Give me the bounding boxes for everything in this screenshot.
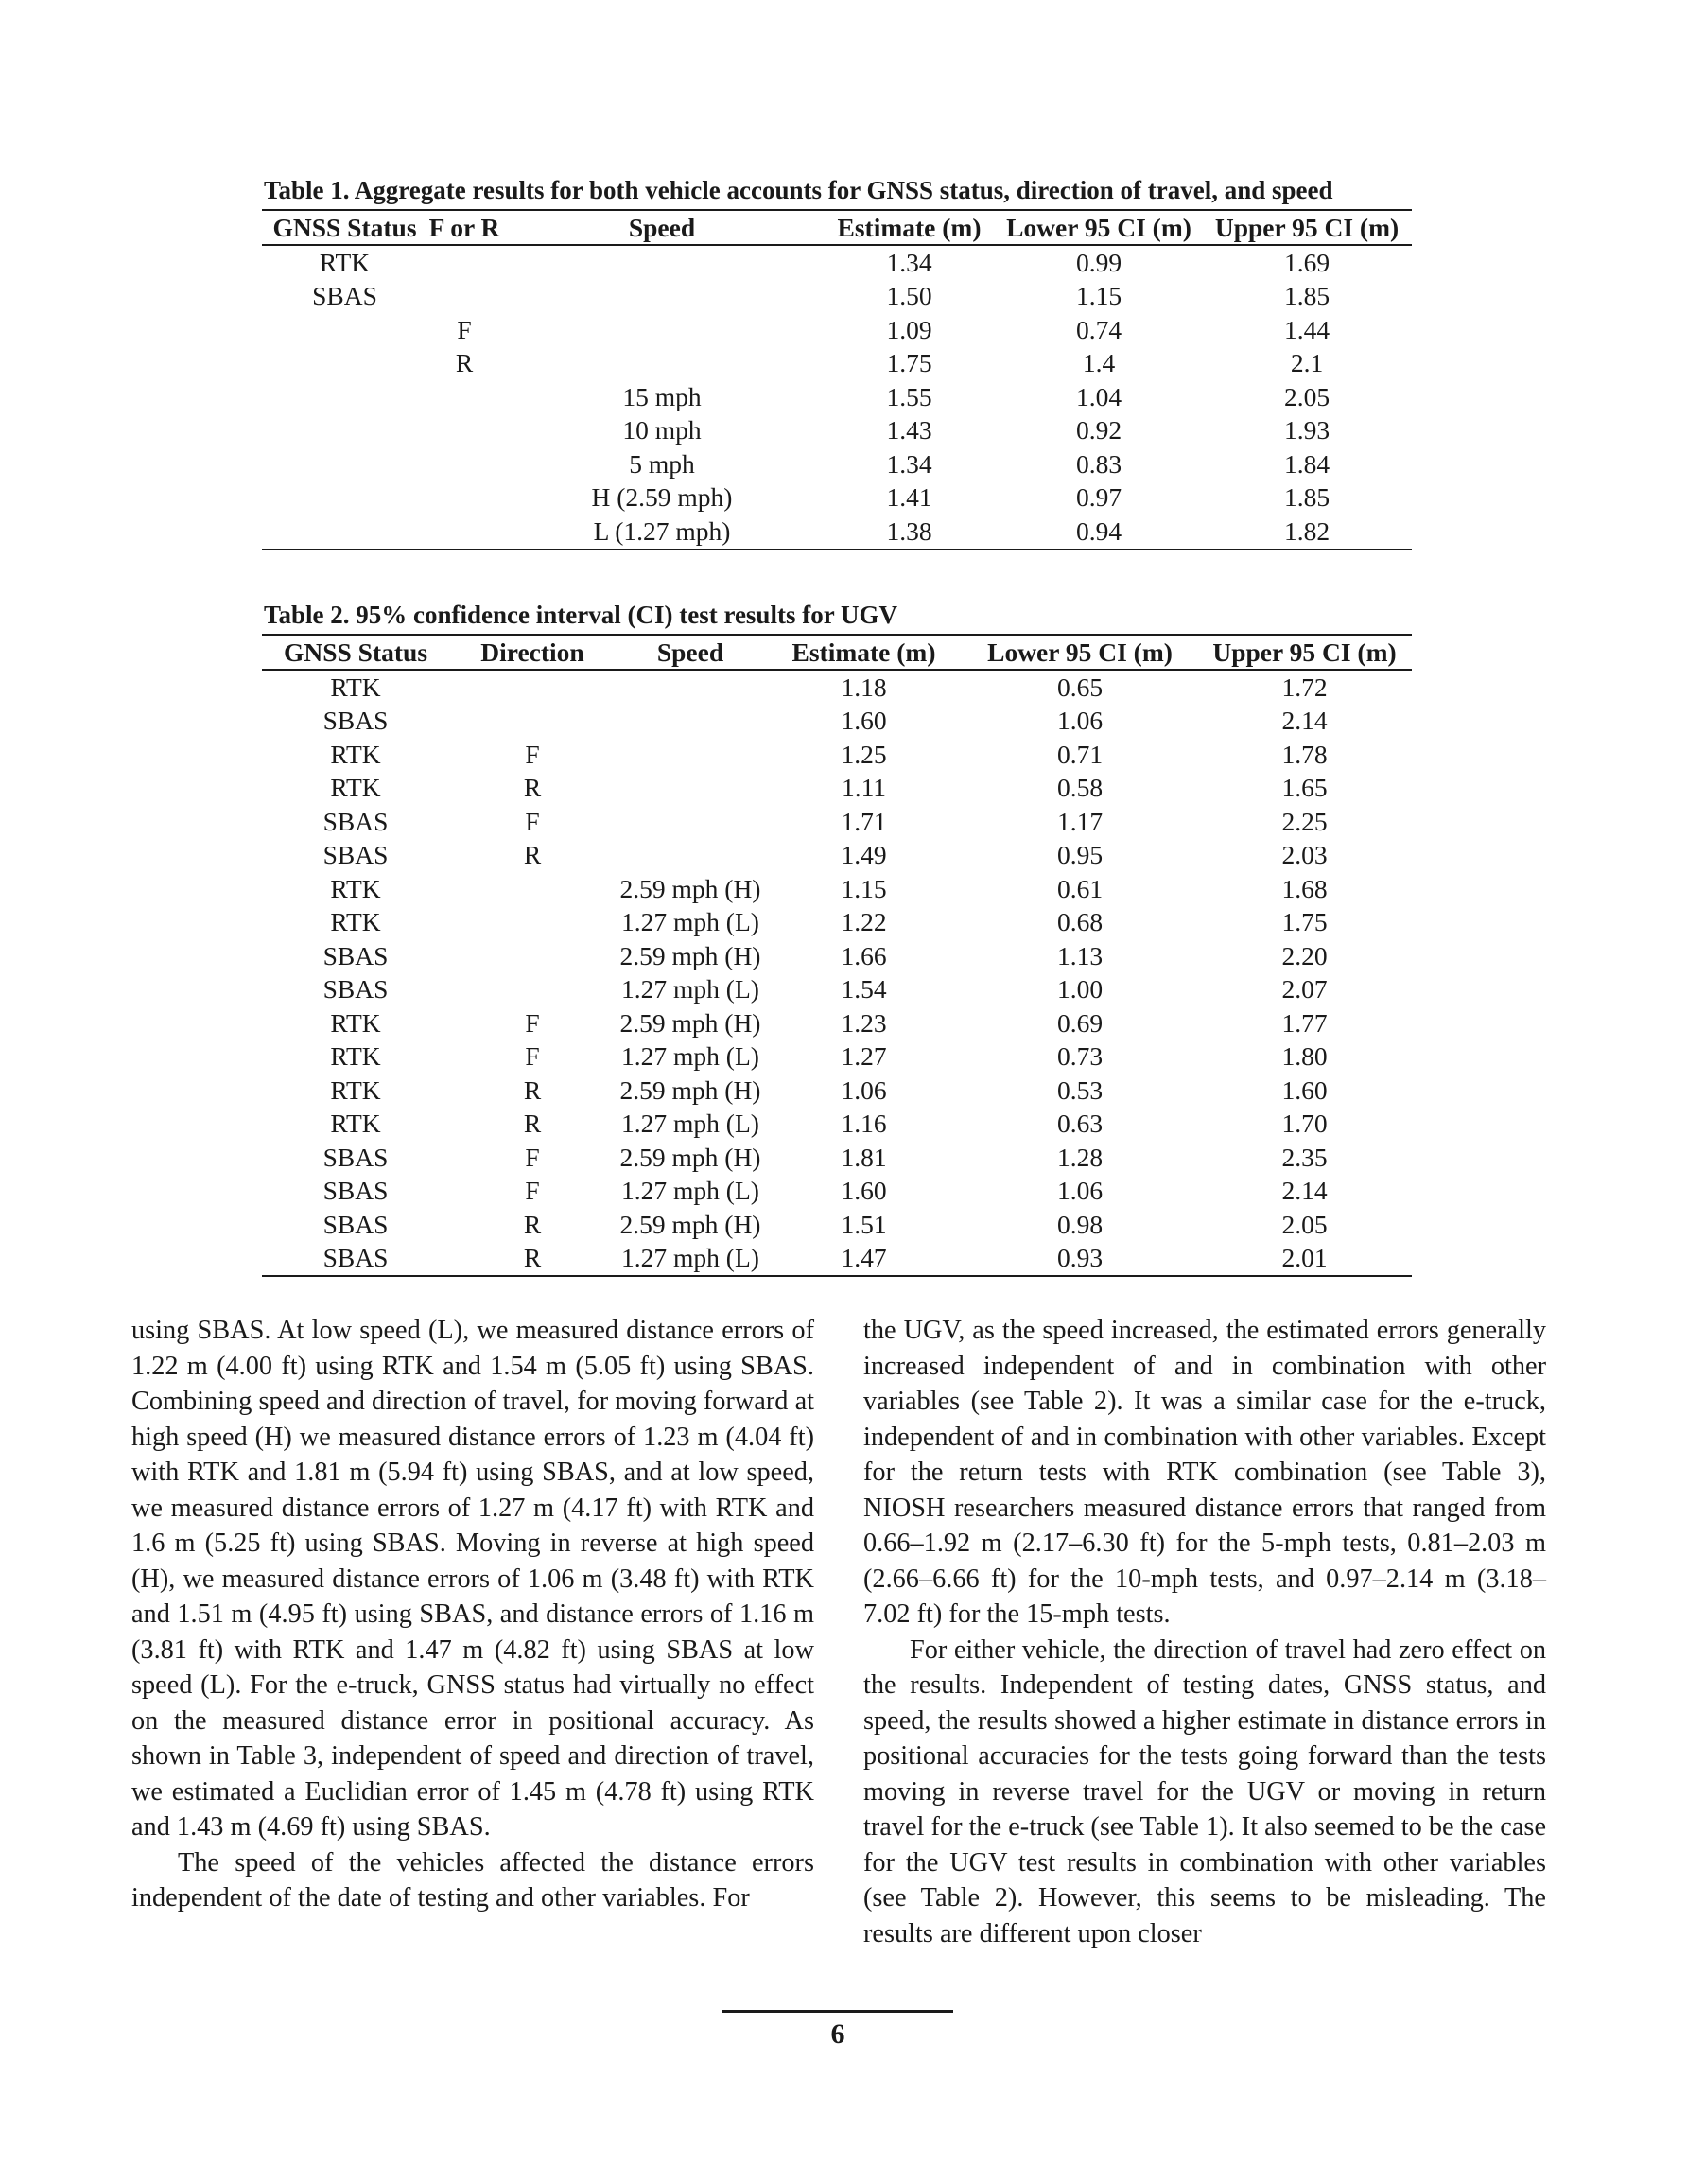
- table-cell: 1.71: [841, 806, 887, 836]
- table-row: [262, 447, 1412, 481]
- table1-header-row: [262, 210, 1412, 245]
- table-cell: [427, 414, 501, 448]
- table-cell: 1.27 mph (L): [621, 1176, 759, 1206]
- table-cell: 10 mph: [622, 415, 702, 446]
- table-cell: SBAS: [322, 1176, 389, 1206]
- table-row: [262, 280, 1412, 314]
- table-cell: SBAS: [322, 806, 389, 836]
- table-cell: 0.97: [1075, 482, 1122, 513]
- table-cell: RTK: [330, 873, 381, 903]
- table-cell: 2.05: [1283, 381, 1330, 411]
- column-header: Upper 95 CI (m): [1202, 210, 1412, 245]
- table-cell: 1.04: [1075, 381, 1122, 411]
- table-cell: 0.74: [1075, 314, 1122, 344]
- table-cell: 1.50: [886, 281, 932, 311]
- table-cell: 1.82: [1202, 515, 1412, 550]
- table-cell: RTK: [330, 672, 381, 702]
- table-cell: 1.70: [1281, 1109, 1328, 1139]
- table-cell: 2.07: [1281, 974, 1328, 1005]
- table-row: [262, 1242, 1412, 1277]
- table-cell: [262, 313, 427, 347]
- table-cell: 0.93: [963, 1242, 1197, 1277]
- table-cell: 1.77: [1281, 1007, 1328, 1038]
- table-cell: R: [523, 1075, 542, 1105]
- table2-caption: Table 2. 95% confidence interval (CI) test results for UGV: [264, 601, 897, 629]
- table-cell: R: [449, 1242, 616, 1277]
- column-header: F or R: [427, 210, 501, 245]
- table-row: [262, 738, 1412, 772]
- table-cell: R: [523, 1109, 542, 1139]
- table-cell: 2.14: [1281, 706, 1328, 736]
- table-cell: 1.47: [765, 1242, 963, 1277]
- table-cell: [449, 872, 616, 906]
- body-paragraph: using SBAS. At low speed (L), we measured distance errors of 1.22 m (4.00 ft) using RTK and 1.54 m (5.05 ft) using SBAS. Combining speed and direction of travel, for moving forward at high speed (H) we measured distance errors of 1.23 m (4.04 ft) with RTK and 1.81 m (5.94 ft) using SBAS, and at low speed, we measured distance errors of 1.27 m (4.17 ft) with RTK and 1.6 m (5.25 ft) using SBAS. Moving in reverse at high speed (H), we measured distance errors of 1.06 m (3.48 ft) with RTK and 1.51 m (4.95 ft) using SBAS, and distance errors of 1.16 m (3.81 ft) with RTK and 1.47 m (4.82 ft) using SBAS at low speed (L). For the e-truck, GNSS status had virtually no effect on the measured distance error in positional accuracy. As shown in Table 3, independent of speed and direction of travel, we estimated a Euclidian error of 1.45 m (4.78 ft) using RTK and 1.43 m (4.69 ft) using SBAS.: [131, 1316, 814, 1842]
- table-cell: RTK: [330, 907, 381, 937]
- table-cell: 0.53: [1056, 1075, 1104, 1105]
- left-column: [131, 1313, 814, 1916]
- column-header: Estimate (m): [765, 635, 963, 670]
- table-cell: 1.38: [823, 515, 996, 550]
- table-cell: 0.65: [1056, 672, 1104, 702]
- table-cell: [449, 670, 616, 705]
- table-cell: 1.13: [1056, 940, 1104, 970]
- table-row: [262, 1175, 1412, 1209]
- table-cell: F: [525, 1142, 540, 1172]
- table-cell: 1.69: [1283, 247, 1330, 277]
- table-cell: 1.15: [1075, 281, 1122, 311]
- table-cell: RTK: [330, 739, 381, 769]
- table-cell: [262, 347, 427, 381]
- table-cell: 1.27 mph (L): [616, 1242, 765, 1277]
- table-cell: 1.55: [886, 381, 932, 411]
- table-cell: [616, 772, 765, 806]
- table-cell: 1.49: [841, 840, 887, 870]
- footer-rule: [722, 2010, 953, 2013]
- table-cell: 1.27 mph (L): [621, 1109, 759, 1139]
- table-cell: 2.59 mph (H): [619, 1142, 761, 1172]
- table-cell: 1.75: [1281, 907, 1328, 937]
- table-cell: [427, 515, 501, 550]
- table-cell: [501, 280, 823, 314]
- table-row: [262, 1141, 1412, 1175]
- table-cell: 1.06: [841, 1075, 887, 1105]
- table-row: [262, 1208, 1412, 1242]
- table-cell: SBAS: [312, 281, 377, 311]
- table-cell: 1.80: [1281, 1041, 1328, 1072]
- column-header: Upper 95 CI (m): [1197, 635, 1412, 670]
- table1: [262, 209, 1412, 550]
- table-cell: [427, 280, 501, 314]
- table-cell: [427, 380, 501, 414]
- table-row: [262, 245, 1412, 280]
- table-cell: L (1.27 mph): [501, 515, 823, 550]
- table2: [262, 634, 1412, 1277]
- column-header: GNSS Status: [262, 635, 449, 670]
- column-header: Lower 95 CI (m): [996, 210, 1202, 245]
- table-cell: [449, 906, 616, 940]
- table-cell: H (2.59 mph): [591, 482, 733, 513]
- table-cell: 0.68: [1056, 907, 1104, 937]
- table-row: [262, 481, 1412, 515]
- table-cell: 0.95: [1056, 840, 1104, 870]
- table-cell: [501, 313, 823, 347]
- table-cell: 1.93: [1283, 415, 1330, 446]
- table-cell: [262, 380, 427, 414]
- table-row: [262, 670, 1412, 705]
- table-cell: 1.66: [841, 940, 887, 970]
- table-cell: 2.1: [1290, 348, 1324, 378]
- table-cell: [427, 245, 501, 280]
- table-cell: SBAS: [322, 974, 389, 1005]
- table-cell: [616, 805, 765, 839]
- table-cell: 1.34: [886, 247, 932, 277]
- table-cell: 1.85: [1283, 281, 1330, 311]
- table-cell: R: [523, 773, 542, 803]
- column-header: Lower 95 CI (m): [963, 635, 1197, 670]
- table-cell: F: [525, 1041, 540, 1072]
- table-cell: 2.59 mph (H): [619, 1007, 761, 1038]
- table-cell: 2.03: [1281, 840, 1328, 870]
- table-cell: 1.25: [841, 739, 887, 769]
- table-cell: 0.61: [1056, 873, 1104, 903]
- table-cell: RTK: [330, 1075, 381, 1105]
- table-cell: 1.41: [886, 482, 932, 513]
- table-cell: 1.06: [1056, 1176, 1104, 1206]
- table-cell: 0.71: [1056, 739, 1104, 769]
- table-cell: 1.27: [841, 1041, 887, 1072]
- table-row: [262, 705, 1412, 739]
- table-cell: [616, 839, 765, 873]
- column-header: Speed: [501, 210, 823, 245]
- table-cell: R: [523, 840, 542, 870]
- table-cell: 0.69: [1056, 1007, 1104, 1038]
- table-cell: 5 mph: [629, 448, 695, 479]
- table-cell: 2.14: [1281, 1176, 1328, 1206]
- table-cell: 15 mph: [622, 381, 702, 411]
- table-cell: [449, 705, 616, 739]
- table-cell: 1.65: [1281, 773, 1328, 803]
- table-cell: 1.85: [1283, 482, 1330, 513]
- table-cell: 1.27 mph (L): [621, 907, 759, 937]
- table-cell: 0.99: [1075, 247, 1122, 277]
- table-cell: [449, 939, 616, 973]
- table-cell: 1.84: [1283, 448, 1330, 479]
- table-cell: [262, 515, 427, 550]
- table-cell: 1.81: [841, 1142, 887, 1172]
- table-cell: [262, 414, 427, 448]
- table-cell: 1.22: [841, 907, 887, 937]
- table-cell: [262, 481, 427, 515]
- table-cell: 2.01: [1197, 1242, 1412, 1277]
- table-cell: 2.59 mph (H): [619, 873, 761, 903]
- table-cell: 1.60: [841, 706, 887, 736]
- table-row: [262, 772, 1412, 806]
- table-cell: RTK: [319, 247, 371, 277]
- page-number: 6: [830, 2018, 845, 2050]
- table-row: [262, 313, 1412, 347]
- table-cell: 2.05: [1281, 1209, 1328, 1239]
- table-cell: 1.00: [1056, 974, 1104, 1005]
- table-cell: 1.11: [841, 773, 887, 803]
- table-cell: 0.98: [1056, 1209, 1104, 1239]
- table-cell: 0.58: [1056, 773, 1104, 803]
- table-cell: 1.68: [1281, 873, 1328, 903]
- table-cell: 1.18: [841, 672, 887, 702]
- table-cell: 0.63: [1056, 1109, 1104, 1139]
- column-header: Estimate (m): [823, 210, 996, 245]
- table-cell: 2.20: [1281, 940, 1328, 970]
- table-cell: 1.17: [1056, 806, 1104, 836]
- table-cell: [501, 347, 823, 381]
- body-paragraph: For either vehicle, the direction of travel had zero effect on the results. Independent of testing dates, GNSS status, and speed, the results showed a higher estimate in distance errors in positional accuracies for the tests going forward than the tests moving in reverse travel for the UGV or moving in return travel for the e-truck (see Table 1). It also seemed to be the case for the UGV test results in combination with other variables (see Table 2). However, this seems to be misleading. The results are different upon closer: [863, 1634, 1546, 1948]
- table-cell: [262, 447, 427, 481]
- table-row: [262, 906, 1412, 940]
- table-cell: R: [455, 348, 474, 378]
- column-header: Speed: [616, 635, 765, 670]
- table-cell: SBAS: [262, 1242, 449, 1277]
- table-cell: SBAS: [322, 940, 389, 970]
- table-cell: SBAS: [322, 840, 389, 870]
- table-cell: [616, 705, 765, 739]
- table-cell: 0.83: [1075, 448, 1122, 479]
- table-cell: 1.16: [841, 1109, 887, 1139]
- table-cell: [616, 670, 765, 705]
- table-cell: 1.27 mph (L): [621, 1041, 759, 1072]
- table-cell: RTK: [330, 1007, 381, 1038]
- table-cell: F: [525, 739, 540, 769]
- table-cell: 1.15: [841, 873, 887, 903]
- table-cell: F: [525, 806, 540, 836]
- table-cell: SBAS: [322, 706, 389, 736]
- table2-header-row: [262, 635, 1412, 670]
- table-cell: 1.60: [841, 1176, 887, 1206]
- table-row: [262, 939, 1412, 973]
- table-cell: 1.54: [841, 974, 887, 1005]
- table-cell: F: [525, 1007, 540, 1038]
- table-cell: [616, 738, 765, 772]
- table1-caption: Table 1. Aggregate results for both vehicle accounts for GNSS status, direction of travel, and speed: [264, 176, 1333, 204]
- table-cell: SBAS: [322, 1209, 389, 1239]
- table-cell: 1.44: [1283, 314, 1330, 344]
- table-cell: 1.78: [1281, 739, 1328, 769]
- table-row: [262, 1006, 1412, 1040]
- table-row: [262, 380, 1412, 414]
- table-cell: SBAS: [322, 1142, 389, 1172]
- table-row: [262, 1040, 1412, 1075]
- table-cell: 0.92: [1075, 415, 1122, 446]
- column-header: Direction: [449, 635, 616, 670]
- table-row: [262, 414, 1412, 448]
- right-column: [863, 1313, 1546, 1951]
- table-cell: 1.72: [1281, 672, 1328, 702]
- table-row: [262, 872, 1412, 906]
- table-cell: 1.75: [886, 348, 932, 378]
- table-cell: RTK: [330, 1109, 381, 1139]
- table-cell: 2.59 mph (H): [619, 1075, 761, 1105]
- table-cell: R: [523, 1209, 542, 1239]
- table-row: [262, 805, 1412, 839]
- body-paragraph: the UGV, as the speed increased, the estimated errors generally increased independent of and in combination with other variables (see Table 2). It was a similar case for the e-truck, independent of and in combination with other variables. Except for the return tests with RTK combination (see Table 3), NIOSH researchers measured distance errors that ranged from 0.66–1.92 m (2.17–6.30 ft) for the 5-mph tests, 0.81–2.03 m (2.66–6.66 ft) for the 10-mph tests, and 0.97–2.14 m (3.18–7.02 ft) for the 15-mph tests.: [863, 1316, 1546, 1629]
- table-cell: F: [457, 314, 472, 344]
- table-cell: 2.25: [1281, 806, 1328, 836]
- table-cell: 2.35: [1281, 1142, 1328, 1172]
- table-cell: 1.4: [1082, 348, 1116, 378]
- table-cell: 2.59 mph (H): [619, 940, 761, 970]
- table-cell: 0.94: [996, 515, 1202, 550]
- table-cell: 1.23: [841, 1007, 887, 1038]
- table-cell: 1.28: [1056, 1142, 1104, 1172]
- table-cell: [449, 973, 616, 1007]
- table-cell: 1.06: [1056, 706, 1104, 736]
- table-cell: 0.73: [1056, 1041, 1104, 1072]
- table-cell: 1.43: [886, 415, 932, 446]
- table-cell: F: [525, 1176, 540, 1206]
- column-header: GNSS Status: [262, 210, 427, 245]
- table-row: [262, 1074, 1412, 1108]
- table-cell: 2.59 mph (H): [619, 1209, 761, 1239]
- table-cell: [501, 245, 823, 280]
- table-row: [262, 1108, 1412, 1142]
- table-cell: 1.60: [1281, 1075, 1328, 1105]
- table-cell: RTK: [330, 773, 381, 803]
- table-row: [262, 347, 1412, 381]
- table-cell: 1.09: [886, 314, 932, 344]
- table-row: [262, 515, 1412, 550]
- table-cell: RTK: [330, 1041, 381, 1072]
- table-cell: 1.51: [841, 1209, 887, 1239]
- table-cell: [427, 481, 501, 515]
- table-cell: 1.27 mph (L): [621, 974, 759, 1005]
- table-cell: 1.34: [886, 448, 932, 479]
- table-row: [262, 839, 1412, 873]
- table-row: [262, 973, 1412, 1007]
- body-paragraph: The speed of the vehicles affected the distance errors independent of the date of testing and other variables. For: [131, 1847, 814, 1913]
- table-cell: [427, 447, 501, 481]
